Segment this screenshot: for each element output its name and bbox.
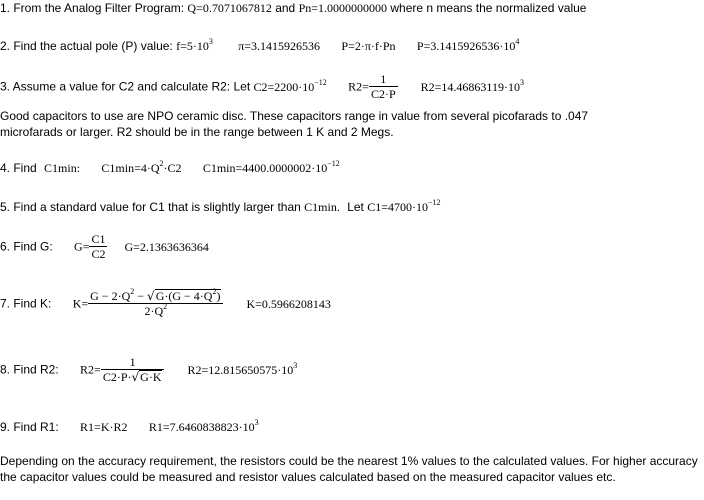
c1min-definition: $C1\min=4\cdot Q^2\cdot C2$ (101, 159, 182, 175)
step-7-label: 7. Find K: (0, 296, 52, 311)
g-formula: G= $\frac{C1}{C2}$ (74, 232, 106, 261)
step-1-text-b: where n means the normalized value (390, 1, 587, 15)
step-2-label: 2. Find the actual pole (P) value: (0, 39, 173, 53)
step-3-let: Let (233, 79, 251, 94)
step-5 (0, 200, 441, 214)
step-1-text-a: 1. From the Analog Filter Program: (0, 1, 185, 15)
step-9 (0, 420, 259, 434)
step-4-label: 4. Find (0, 161, 37, 175)
sqrt-icon: √ (147, 289, 155, 303)
g-value: G=2.1363636364 (124, 239, 209, 254)
k-value: K=0.5966208143 (246, 296, 331, 311)
r2-final-formula: R2= $\frac{1}{C2\cdot P\cdot√G\cdot K}$ (80, 361, 167, 375)
capacitor-note: Good capacitors to use are NPO ceramic disc. These capacitors range in value from several picofarads to .047 microfarads or larger. R2 should be in the range between 1 K and 2 Megs. (0, 109, 589, 139)
c1min-value: $C1\min=4400.0000002\cdot 10^{-12}$ (202, 159, 340, 175)
step-8-label: 8. Find R2: (0, 362, 59, 377)
step-1 (0, 1, 586, 15)
step-9-label: 9. Find R1: (0, 420, 59, 434)
step-7 (0, 289, 331, 318)
r1-definition: R1=K·R2 (80, 420, 128, 434)
pi-value: π=3.1415926536 (238, 39, 321, 53)
step-4-name: C1min: (44, 161, 81, 175)
step-1-and: and (275, 1, 296, 15)
r2-formula: R2= $\frac{1}{C2\cdot P}$ (348, 72, 396, 101)
q-value: Q=0.7071067812 (187, 1, 272, 15)
r1-value: $R1=7.6460838823\cdot 10^3$ (148, 418, 259, 434)
pn-value: Pn=1.0000000000 (298, 1, 388, 15)
f-value: $f=5\cdot 10^3$ (176, 37, 213, 53)
p-definition: P=2·π·f·Pn (341, 39, 396, 53)
step-3 (0, 72, 524, 101)
step-4 (0, 161, 340, 175)
r2-final-value: $R2=12.815650575\cdot 10^3$ (187, 360, 298, 377)
accuracy-note: Depending on the accuracy requirement, the resistors could be the nearest 1% values to the calculated values. For higher accuracy the capacitor values could be measured and resistor values calculated based on the measured capacitor values etc. (0, 454, 698, 484)
step-2 (0, 39, 519, 53)
c2-value: $C2=2200\cdot 10^{-12}$ (253, 77, 327, 94)
p-value: $P=3.1415926536\cdot 10^4$ (416, 37, 520, 53)
step-5-name: C1min. (304, 200, 340, 214)
step-5-let: Let (347, 200, 364, 214)
step-5-label: 5. Find a standard value for C1 that is slightly larger than (0, 200, 301, 214)
step-8 (0, 355, 297, 384)
step-3-label: 3. Assume a value for C2 and calculate R2: (0, 79, 231, 94)
step-6 (0, 232, 209, 261)
c1-value: $C1=4700\cdot 10^{-12}$ (367, 198, 441, 214)
step-6-label: 6. Find G: (0, 239, 53, 254)
r2-value: $R2=14.46863119\cdot 10^3$ (420, 77, 524, 94)
sqrt-icon: √ (131, 370, 140, 384)
k-formula: K= $\frac{G - 2\cdot Q^2 - √G\cdot(G - 4\cdot Q^2)}{2\cdot Q^2}$ (73, 295, 227, 309)
